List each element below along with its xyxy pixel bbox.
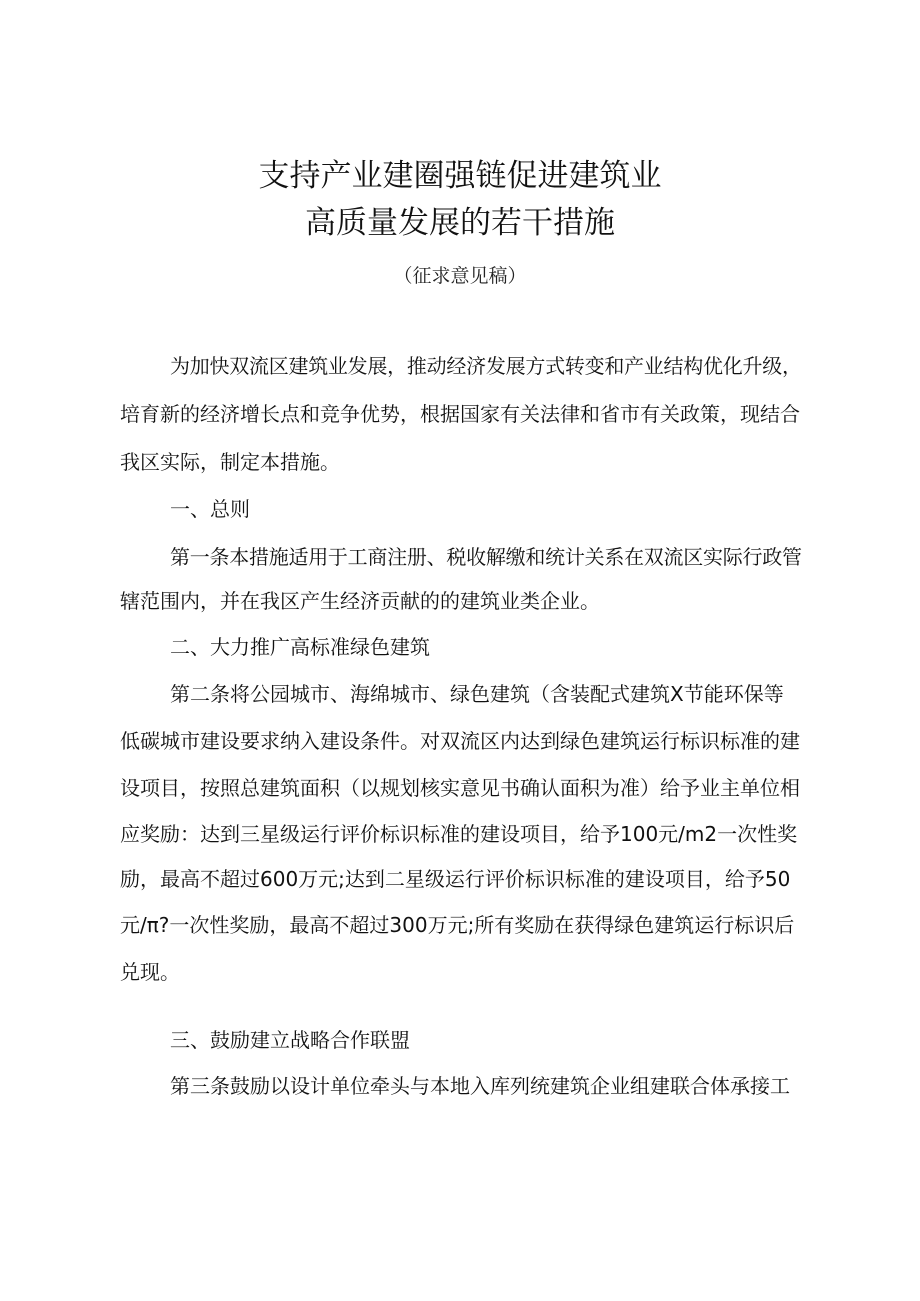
paragraph-line: 设项目，按照总建筑面积（以规划核实意见书确认面积为准）给予业主单位相: [120, 776, 800, 800]
section-heading: 三、鼓励建立战略合作联盟: [170, 1028, 410, 1052]
section-heading: 二、大力推广高标准绿色建筑: [170, 635, 430, 659]
paragraph-line: 我区实际，制定本措施。: [120, 450, 340, 474]
paragraph-line: 励，最高不超过600万元;达到二星级运行评价标识标准的建设项目，给予50: [120, 867, 791, 891]
document-title-line-2: 高质量发展的若干措施: [305, 205, 615, 241]
paragraph-line: 兑现。: [120, 960, 180, 984]
paragraph-line: 为加快双流区建筑业发展，推动经济发展方式转变和产业结构优化升级，: [170, 354, 802, 378]
paragraph-line: 第一条本措施适用于工商注册、税收解缴和统计关系在双流区实际行政管: [170, 545, 802, 569]
paragraph-line: 第三条鼓励以设计单位牵头与本地入库列统建筑企业组建联合体承接工: [170, 1074, 790, 1098]
paragraph-line: 应奖励：达到三星级运行评价标识标准的建设项目，给予100元/m2一次性奖: [120, 822, 798, 846]
paragraph-line: 培育新的经济增长点和竞争优势，根据国家有关法律和省市有关政策，现结合: [120, 402, 800, 426]
paragraph-line: 第二条将公园城市、海绵城市、绿色建筑（含装配式建筑X节能环保等: [170, 682, 784, 706]
paragraph-line: 元/π?一次性奖励，最高不超过300万元;所有奖励在获得绿色建筑运行标识后: [120, 913, 795, 937]
document-title-line-1: 支持产业建圈强链促进建筑业: [258, 158, 662, 194]
paragraph-line: 辖范围内，并在我区产生经济贡献的的建筑业类企业。: [120, 589, 600, 613]
paragraph-line: 低碳城市建设要求纳入建设条件。对双流区内达到绿色建筑运行标识标准的建: [120, 729, 800, 753]
document-subtitle: （征求意见稿）: [393, 265, 527, 287]
section-heading: 一、总则: [170, 497, 250, 521]
